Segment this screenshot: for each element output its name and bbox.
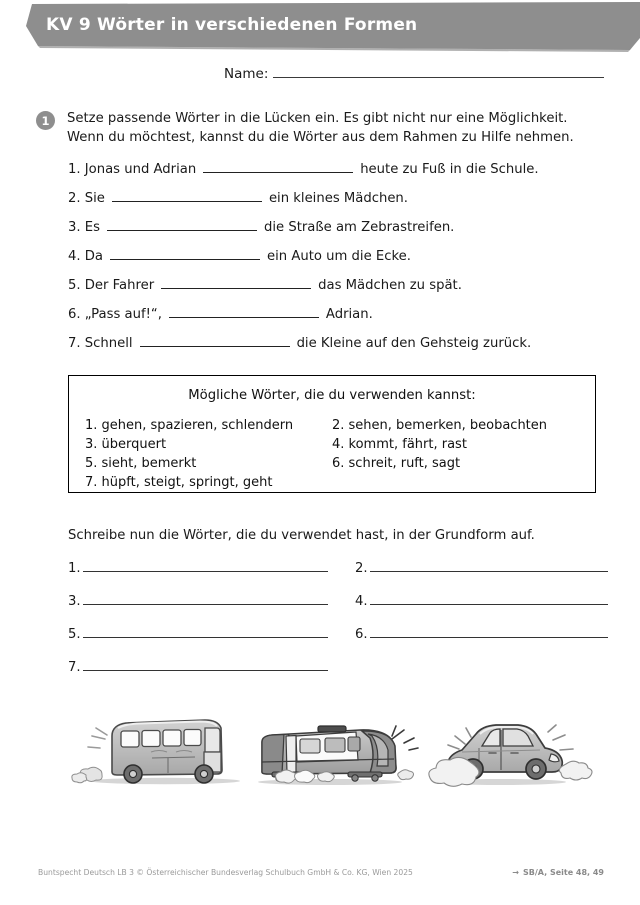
answer-cell <box>355 626 608 659</box>
sentence-blank[interactable] <box>107 218 257 231</box>
answer-input-line[interactable] <box>83 659 328 671</box>
task-1-instruction-block <box>36 110 606 147</box>
sentence-prefix: 7. Schnell <box>68 336 133 351</box>
train-illustration <box>258 726 418 785</box>
name-field[interactable] <box>224 66 604 82</box>
answer-cell-empty <box>355 659 608 692</box>
answer-input-line[interactable] <box>370 593 608 605</box>
sentence-row <box>68 334 608 363</box>
word-box-title: Mögliche Wörter, die du verwenden kannst: <box>188 388 476 403</box>
sentence-suffix: die Kleine auf den Gehsteig zurück. <box>296 336 532 351</box>
task-1-text <box>67 110 606 147</box>
answer-number: 7. <box>68 660 81 675</box>
answer-number: 5. <box>68 627 81 642</box>
footer-reference-label: SB/A, Seite 48, 49 <box>523 868 604 877</box>
name-input-line[interactable] <box>273 66 604 78</box>
sentence-suffix: heute zu Fuß in die Schule. <box>360 162 539 177</box>
sentence-blank[interactable] <box>161 276 311 289</box>
page-footer <box>0 868 640 888</box>
sentence-blank[interactable] <box>203 160 353 173</box>
sentence-prefix: 2. Sie <box>68 191 105 206</box>
sentence-prefix: 5. Der Fahrer <box>68 278 155 293</box>
answer-line-grid <box>68 560 608 692</box>
answer-row <box>68 626 608 659</box>
task-1-line-1: Setze passende Wörter in die Lücken ein. Es gibt nicht nur eine Möglichkeit. <box>67 111 568 126</box>
answer-input-line[interactable] <box>370 626 608 638</box>
sentence-row <box>68 189 608 218</box>
sentence-row <box>68 160 608 189</box>
sentence-prefix: 4. Da <box>68 249 104 264</box>
sentence-blank[interactable] <box>169 305 319 318</box>
sentence-list <box>68 160 608 363</box>
name-label: Name: <box>224 66 269 82</box>
word-box-right-column <box>332 416 579 492</box>
answer-input-line[interactable] <box>83 560 328 572</box>
word-box-item: 7. hüpft, steigt, springt, geht <box>85 475 273 490</box>
header-banner <box>0 2 640 54</box>
word-box-item: 3. überquert <box>85 437 167 452</box>
word-box-left-column <box>85 416 332 492</box>
footer-reference <box>512 868 604 877</box>
answer-cell <box>355 560 608 593</box>
answer-number: 2. <box>355 561 368 576</box>
word-box-item: 5. sieht, bemerkt <box>85 456 197 471</box>
sentence-row <box>68 247 608 276</box>
answer-number: 3. <box>68 594 81 609</box>
answer-number: 1. <box>68 561 81 576</box>
answer-row <box>68 659 608 692</box>
task-2-instruction: Schreibe nun die Wörter, die du verwendet hast, in der Grundform auf. <box>68 528 535 543</box>
answer-cell <box>355 593 608 626</box>
word-box-columns <box>69 416 595 492</box>
sentence-suffix: das Mädchen zu spät. <box>318 278 462 293</box>
answer-cell <box>68 593 355 626</box>
answer-input-line[interactable] <box>83 626 328 638</box>
sentence-blank[interactable] <box>110 247 260 260</box>
answer-input-line[interactable] <box>370 560 608 572</box>
sentence-row <box>68 218 608 247</box>
footer-copyright: Buntspecht Deutsch LB 3 © Österreichischer Bundesverlag Schulbuch GmbH & Co. KG, Wien 2025 <box>38 868 413 877</box>
sentence-prefix: 6. „Pass auf!“, <box>68 307 162 322</box>
sentence-suffix: ein kleines Mädchen. <box>268 191 408 206</box>
answer-number: 4. <box>355 594 368 609</box>
answer-cell <box>68 659 355 692</box>
car-illustration <box>429 725 592 786</box>
arrow-right-icon: → <box>512 868 519 877</box>
word-box-item: 1. gehen, spazieren, schlendern <box>85 418 294 433</box>
sentence-suffix: die Straße am Zebrastreifen. <box>263 220 455 235</box>
task-1-line-2: Wenn du möchtest, kannst du die Wörter aus dem Rahmen zu Hilfe nehmen. <box>67 129 574 145</box>
answer-number: 6. <box>355 627 368 642</box>
word-box-item: 6. schreit, ruft, sagt <box>332 456 461 471</box>
answer-cell <box>68 626 355 659</box>
sentence-prefix: 3. Es <box>68 220 100 235</box>
task-number-badge: 1 <box>36 111 55 130</box>
sentence-suffix: ein Auto um die Ecke. <box>267 249 411 264</box>
page-title: KV 9 Wörter in verschiedenen Formen <box>46 15 418 35</box>
sentence-blank[interactable] <box>140 334 290 347</box>
sentence-suffix: Adrian. <box>325 307 373 322</box>
bus-illustration <box>72 720 240 784</box>
illustration-strip <box>0 700 640 810</box>
word-help-box <box>68 375 596 493</box>
answer-cell <box>68 560 355 593</box>
answer-row <box>68 560 608 593</box>
sentence-row <box>68 276 608 305</box>
answer-input-line[interactable] <box>83 593 328 605</box>
vehicles-illustration <box>0 700 640 810</box>
sentence-row <box>68 305 608 334</box>
word-box-item: 4. kommt, fährt, rast <box>332 437 467 452</box>
answer-row <box>68 593 608 626</box>
word-box-item: 2. sehen, bemerken, beobachten <box>332 418 548 433</box>
sentence-prefix: 1. Jonas und Adrian <box>68 162 197 177</box>
sentence-blank[interactable] <box>112 189 262 202</box>
